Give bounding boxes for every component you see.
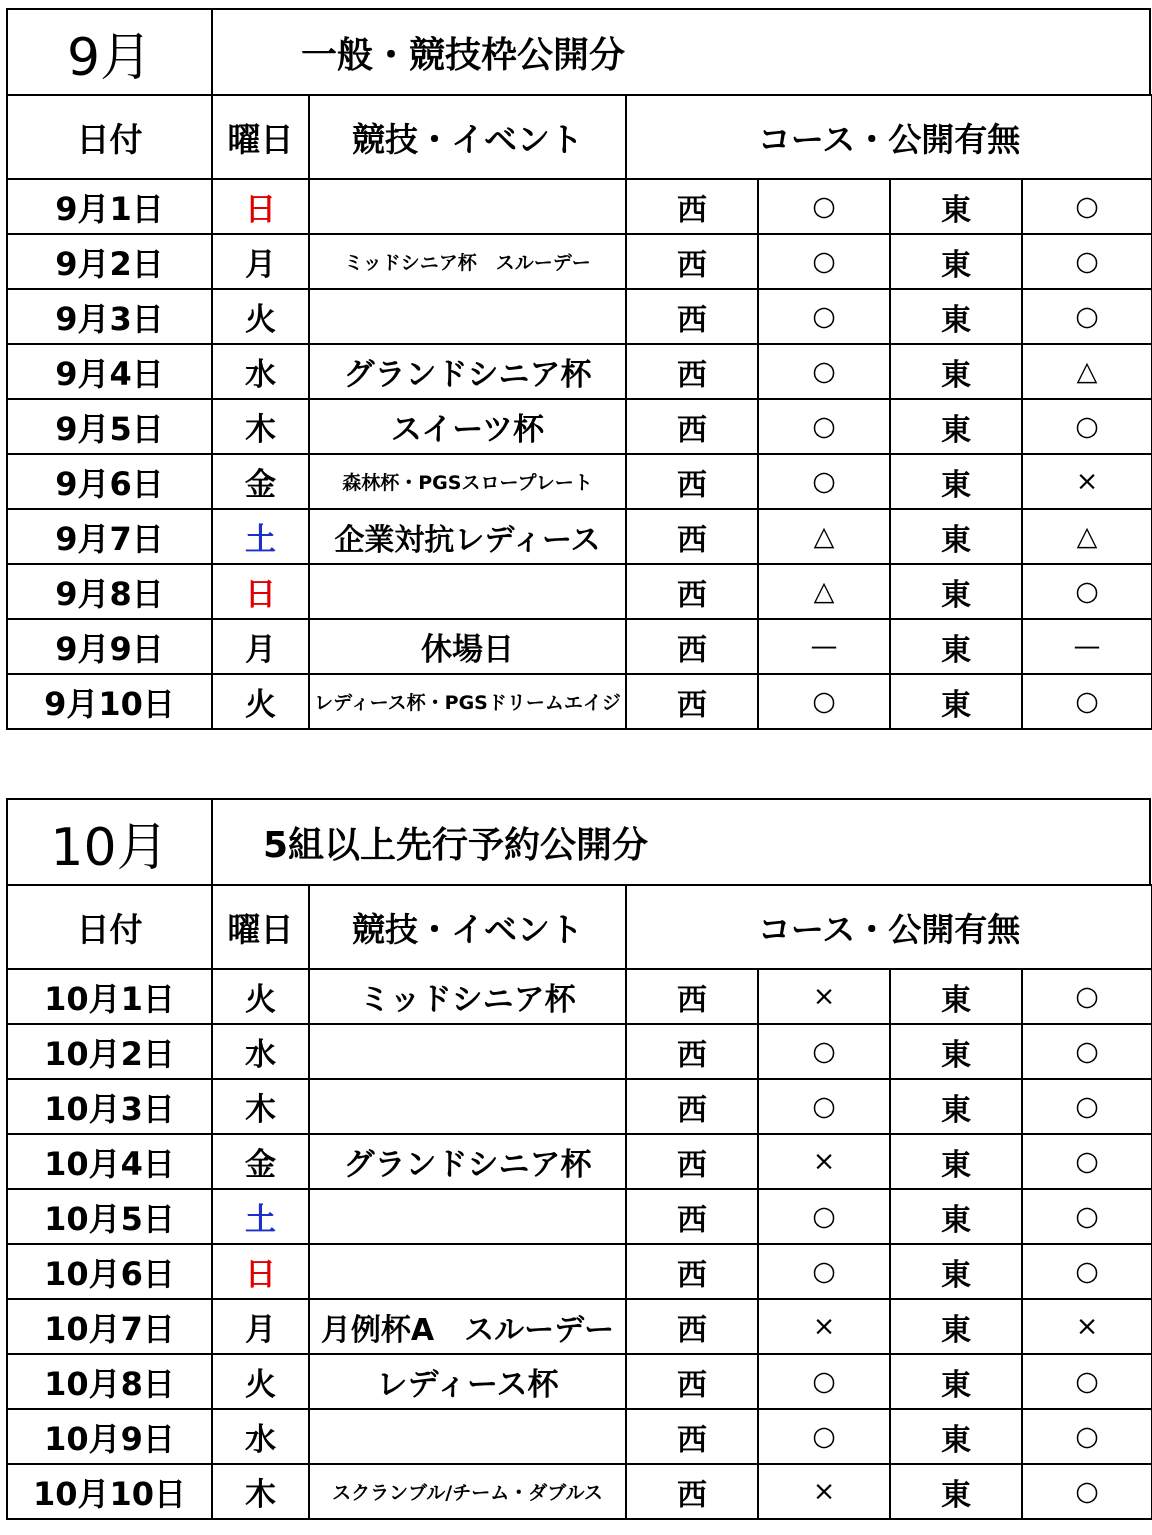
east-status-cell: ×	[1022, 1299, 1152, 1354]
west-course-cell: 西	[626, 344, 758, 399]
west-status-cell: ○	[758, 1024, 890, 1079]
table-row	[7, 509, 1152, 564]
west-status-cell: ○	[758, 1079, 890, 1134]
east-course-cell: 東	[890, 564, 1022, 619]
weekday-cell: 火	[212, 674, 309, 729]
event-cell: 森林杯・PGSスロープレート	[309, 454, 626, 509]
table-row	[7, 674, 1152, 729]
date-cell: 10月9日	[7, 1409, 212, 1464]
east-status-cell: ○	[1022, 1079, 1152, 1134]
east-status-cell: ○	[1022, 179, 1152, 234]
date-cell: 9月2日	[7, 234, 212, 289]
event-cell: レディース杯	[309, 1354, 626, 1409]
event-cell: グランドシニア杯	[309, 1134, 626, 1189]
table-row	[7, 1409, 1152, 1464]
west-status-cell: ×	[758, 1464, 890, 1519]
weekday-column-header: 曜日	[212, 95, 309, 179]
west-status-cell: ○	[758, 289, 890, 344]
east-course-cell: 東	[890, 619, 1022, 674]
west-course-cell: 西	[626, 234, 758, 289]
east-status-cell: ○	[1022, 1189, 1152, 1244]
west-status-cell: ×	[758, 969, 890, 1024]
date-cell: 9月8日	[7, 564, 212, 619]
east-status-cell: △	[1022, 509, 1152, 564]
east-course-cell: 東	[890, 1024, 1022, 1079]
date-cell: 9月4日	[7, 344, 212, 399]
weekday-cell: 日	[212, 1244, 309, 1299]
weekday-cell: 火	[212, 969, 309, 1024]
weekday-cell: 土	[212, 509, 309, 564]
west-course-cell: 西	[626, 454, 758, 509]
date-cell: 10月7日	[7, 1299, 212, 1354]
east-status-cell: ○	[1022, 1464, 1152, 1519]
event-cell	[309, 1079, 626, 1134]
east-status-cell: ○	[1022, 1354, 1152, 1409]
event-cell: 企業対抗レディース	[309, 509, 626, 564]
weekday-cell: 火	[212, 289, 309, 344]
course-column-header: コース・公開有無	[626, 885, 1152, 969]
table-row	[7, 1024, 1152, 1079]
west-status-cell: ○	[758, 179, 890, 234]
table-row	[7, 1244, 1152, 1299]
table-row	[7, 454, 1152, 509]
west-status-cell: ×	[758, 1299, 890, 1354]
september-header	[6, 8, 1151, 94]
east-course-cell: 東	[890, 1134, 1022, 1189]
event-cell: 月例杯A スルーデー	[309, 1299, 626, 1354]
weekday-cell: 金	[212, 454, 309, 509]
weekday-cell: 木	[212, 1464, 309, 1519]
east-course-cell: 東	[890, 399, 1022, 454]
table-row	[7, 234, 1152, 289]
table-row	[7, 1079, 1152, 1134]
west-status-cell: ○	[758, 454, 890, 509]
weekday-column-header: 曜日	[212, 885, 309, 969]
west-status-cell: ○	[758, 399, 890, 454]
date-cell: 9月9日	[7, 619, 212, 674]
west-status-cell: ○	[758, 234, 890, 289]
east-course-cell: 東	[890, 1464, 1022, 1519]
date-cell: 10月3日	[7, 1079, 212, 1134]
course-column-header: コース・公開有無	[626, 95, 1152, 179]
east-status-cell: ○	[1022, 1244, 1152, 1299]
weekday-cell: 水	[212, 344, 309, 399]
table-row	[7, 969, 1152, 1024]
table-row	[7, 1354, 1152, 1409]
east-status-cell: ○	[1022, 1134, 1152, 1189]
table-row	[7, 619, 1152, 674]
west-course-cell: 西	[626, 1409, 758, 1464]
weekday-cell: 日	[212, 179, 309, 234]
east-status-cell: ○	[1022, 1409, 1152, 1464]
east-course-cell: 東	[890, 1409, 1022, 1464]
date-column-header: 日付	[7, 885, 212, 969]
weekday-cell: 木	[212, 399, 309, 454]
weekday-cell: 水	[212, 1024, 309, 1079]
date-cell: 10月5日	[7, 1189, 212, 1244]
event-cell: スイーツ杯	[309, 399, 626, 454]
east-status-cell: ○	[1022, 234, 1152, 289]
west-course-cell: 西	[626, 969, 758, 1024]
east-course-cell: 東	[890, 344, 1022, 399]
east-course-cell: 東	[890, 454, 1022, 509]
weekday-cell: 火	[212, 1354, 309, 1409]
weekday-cell: 日	[212, 564, 309, 619]
event-cell	[309, 564, 626, 619]
date-cell: 10月4日	[7, 1134, 212, 1189]
west-course-cell: 西	[626, 179, 758, 234]
september-schedule	[6, 8, 1151, 730]
date-cell: 9月5日	[7, 399, 212, 454]
east-course-cell: 東	[890, 1079, 1022, 1134]
west-status-cell: ○	[758, 1354, 890, 1409]
west-status-cell: ○	[758, 674, 890, 729]
section-title: 一般・競技枠公開分	[211, 8, 1151, 96]
weekday-cell: 金	[212, 1134, 309, 1189]
event-cell: ミッドシニア杯 スルーデー	[309, 234, 626, 289]
event-cell	[309, 289, 626, 344]
west-status-cell: ○	[758, 1244, 890, 1299]
east-course-cell: 東	[890, 674, 1022, 729]
west-course-cell: 西	[626, 1244, 758, 1299]
east-course-cell: 東	[890, 234, 1022, 289]
event-cell: グランドシニア杯	[309, 344, 626, 399]
schedule-table	[6, 884, 1152, 1520]
event-cell: 休場日	[309, 619, 626, 674]
table-row	[7, 1464, 1152, 1519]
west-course-cell: 西	[626, 1189, 758, 1244]
west-status-cell: ×	[758, 1134, 890, 1189]
west-status-cell: ○	[758, 1409, 890, 1464]
weekday-cell: 土	[212, 1189, 309, 1244]
table-row	[7, 1189, 1152, 1244]
west-course-cell: 西	[626, 1024, 758, 1079]
east-status-cell: ○	[1022, 1024, 1152, 1079]
event-cell	[309, 1409, 626, 1464]
table-row	[7, 399, 1152, 454]
date-cell: 9月6日	[7, 454, 212, 509]
event-column-header: 競技・イベント	[309, 885, 626, 969]
event-cell: レディース杯・PGSドリームエイジ	[309, 674, 626, 729]
west-course-cell: 西	[626, 619, 758, 674]
west-status-cell: ○	[758, 344, 890, 399]
east-course-cell: 東	[890, 1299, 1022, 1354]
event-cell	[309, 1244, 626, 1299]
month-label: 10月	[6, 798, 213, 886]
west-status-cell: △	[758, 564, 890, 619]
west-course-cell: 西	[626, 1464, 758, 1519]
date-cell: 10月2日	[7, 1024, 212, 1079]
event-cell	[309, 1024, 626, 1079]
east-status-cell: ○	[1022, 674, 1152, 729]
event-cell: スクランブル/チーム・ダブルス	[309, 1464, 626, 1519]
east-status-cell: ○	[1022, 564, 1152, 619]
west-course-cell: 西	[626, 399, 758, 454]
west-status-cell: △	[758, 509, 890, 564]
table-row	[7, 1299, 1152, 1354]
west-course-cell: 西	[626, 509, 758, 564]
west-course-cell: 西	[626, 674, 758, 729]
east-course-cell: 東	[890, 509, 1022, 564]
east-course-cell: 東	[890, 289, 1022, 344]
date-cell: 9月1日	[7, 179, 212, 234]
table-row	[7, 289, 1152, 344]
date-cell: 10月1日	[7, 969, 212, 1024]
weekday-cell: 月	[212, 234, 309, 289]
east-course-cell: 東	[890, 1354, 1022, 1409]
west-course-cell: 西	[626, 1299, 758, 1354]
table-row	[7, 564, 1152, 619]
east-status-cell: ×	[1022, 454, 1152, 509]
weekday-cell: 月	[212, 1299, 309, 1354]
east-status-cell: △	[1022, 344, 1152, 399]
weekday-cell: 月	[212, 619, 309, 674]
east-status-cell: ○	[1022, 289, 1152, 344]
section-title: 5組以上先行予約公開分	[211, 798, 1151, 886]
weekday-cell: 木	[212, 1079, 309, 1134]
weekday-cell: 水	[212, 1409, 309, 1464]
east-status-cell: ○	[1022, 399, 1152, 454]
event-cell: ミッドシニア杯	[309, 969, 626, 1024]
table-row	[7, 179, 1152, 234]
west-course-cell: 西	[626, 1134, 758, 1189]
event-cell	[309, 179, 626, 234]
date-cell: 10月6日	[7, 1244, 212, 1299]
east-course-cell: 東	[890, 1189, 1022, 1244]
date-cell: 9月10日	[7, 674, 212, 729]
october-header	[6, 798, 1151, 884]
table-row	[7, 1134, 1152, 1189]
west-status-cell: —	[758, 619, 890, 674]
east-status-cell: —	[1022, 619, 1152, 674]
date-column-header: 日付	[7, 95, 212, 179]
date-cell: 9月3日	[7, 289, 212, 344]
october-schedule	[6, 798, 1151, 1520]
schedule-table	[6, 94, 1152, 730]
west-course-cell: 西	[626, 564, 758, 619]
date-cell: 10月8日	[7, 1354, 212, 1409]
east-course-cell: 東	[890, 179, 1022, 234]
west-course-cell: 西	[626, 1079, 758, 1134]
month-label: 9月	[6, 8, 213, 96]
event-cell	[309, 1189, 626, 1244]
west-course-cell: 西	[626, 1354, 758, 1409]
east-status-cell: ○	[1022, 969, 1152, 1024]
column-header-row	[7, 885, 1152, 969]
date-cell: 9月7日	[7, 509, 212, 564]
east-course-cell: 東	[890, 969, 1022, 1024]
table-row	[7, 344, 1152, 399]
east-course-cell: 東	[890, 1244, 1022, 1299]
west-status-cell: ○	[758, 1189, 890, 1244]
date-cell: 10月10日	[7, 1464, 212, 1519]
west-course-cell: 西	[626, 289, 758, 344]
event-column-header: 競技・イベント	[309, 95, 626, 179]
column-header-row	[7, 95, 1152, 179]
